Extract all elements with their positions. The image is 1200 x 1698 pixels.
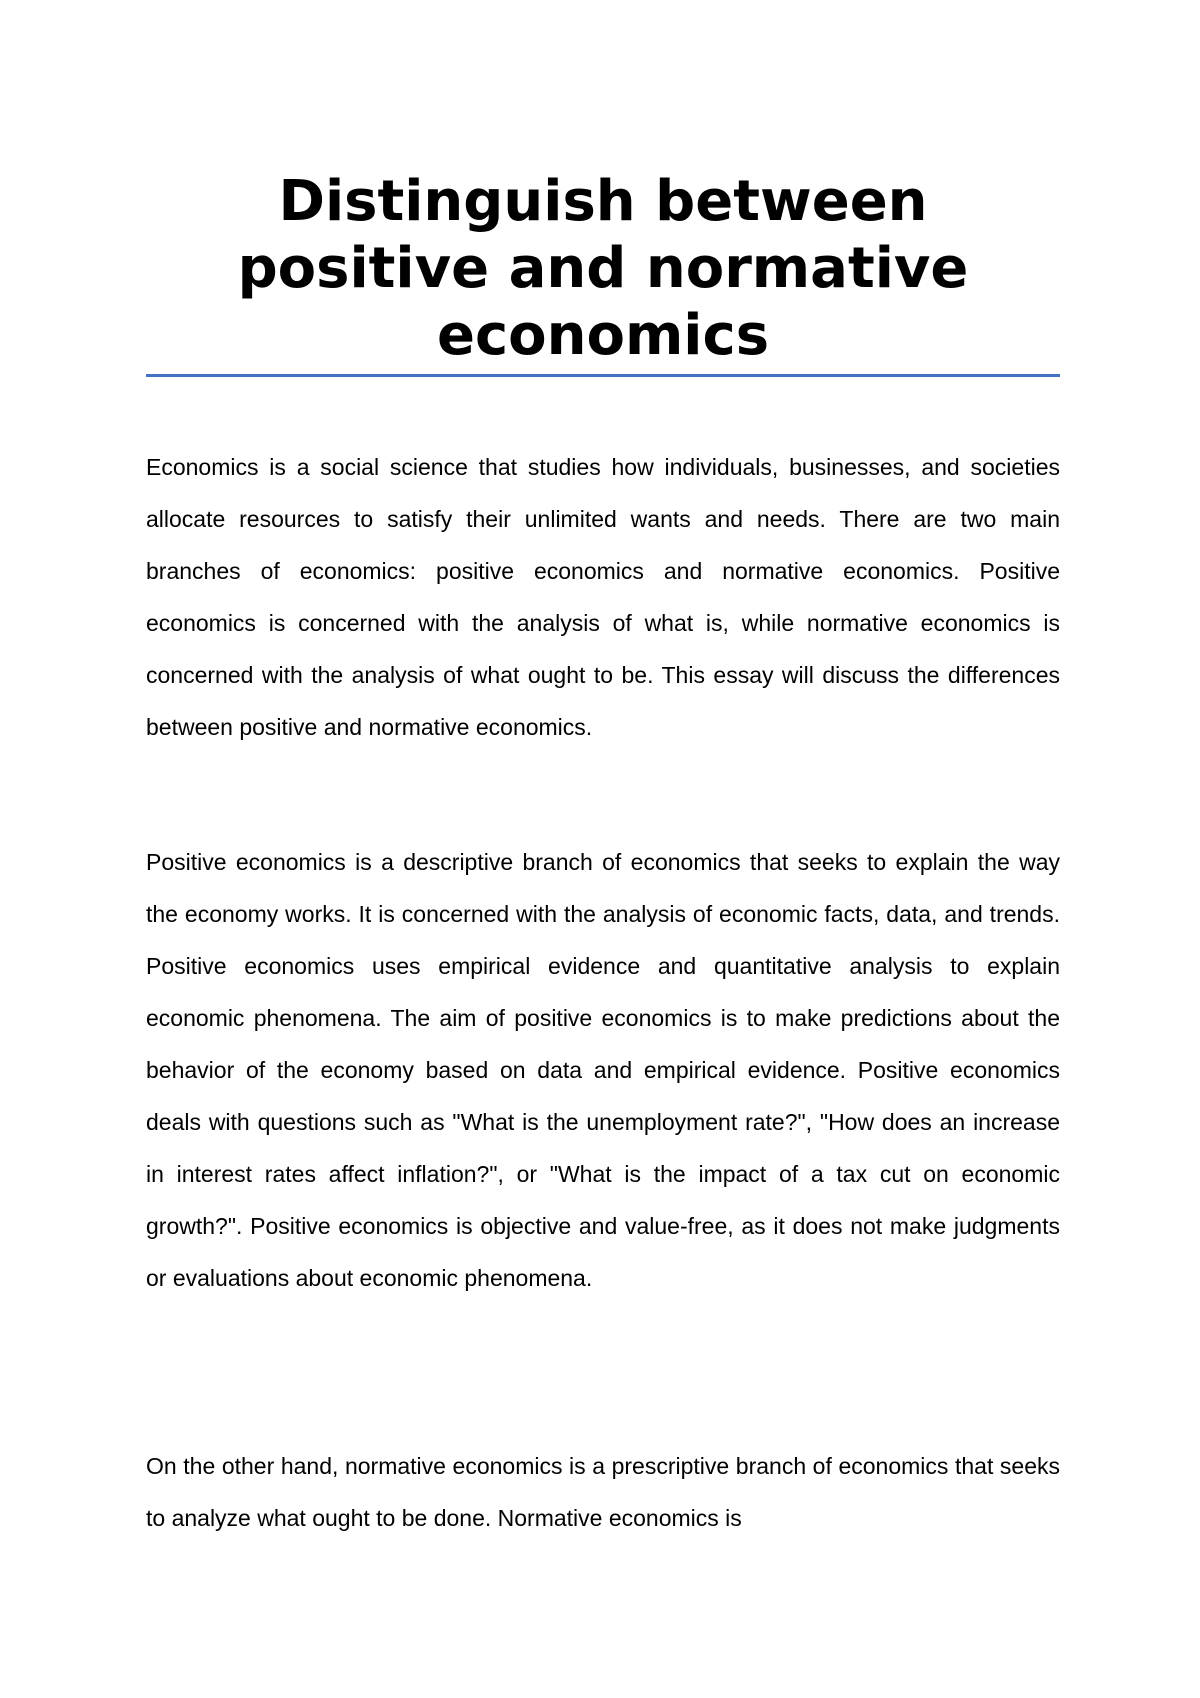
paragraph-normative-economics: On the other hand, normative economics is a prescriptive branch of economics that seeks to analyze what ought to be done. Normative economics is [146, 1453, 1060, 1531]
paragraph-positive-economics: Positive economics is a descriptive branch of economics that seeks to explain the way the economy works. It is concerned with the analysis of economic facts, data, and trends. Positive economics uses empirical evidence and quantitative analysis to explain economic phenomena. The aim of positive economics is to make predictions about the behavior of the economy based on data and empirical evidence. Positive economics deals with questions such as "What is the unemployment rate?", "How does an increase in interest rates affect inflation?", or "What is the impact of a tax cut on economic growth?". Positive economics is objective and value-free, as it does not make judgments or evaluations about economic phenomena. [146, 849, 1060, 1291]
document-title: Distinguish between positive and normative economics [237, 169, 969, 368]
title-underline-divider [146, 374, 1060, 377]
paragraph-introduction: Economics is a social science that studies how individuals, businesses, and societies allocate resources to satisfy their unlimited wants and needs. There are two main branches of economics: positive economics and normative economics. Positive economics is concerned with the analysis of what is, while normative economics is concerned with the analysis of what ought to be. This essay will discuss the differences between positive and normative economics. [146, 454, 1060, 740]
